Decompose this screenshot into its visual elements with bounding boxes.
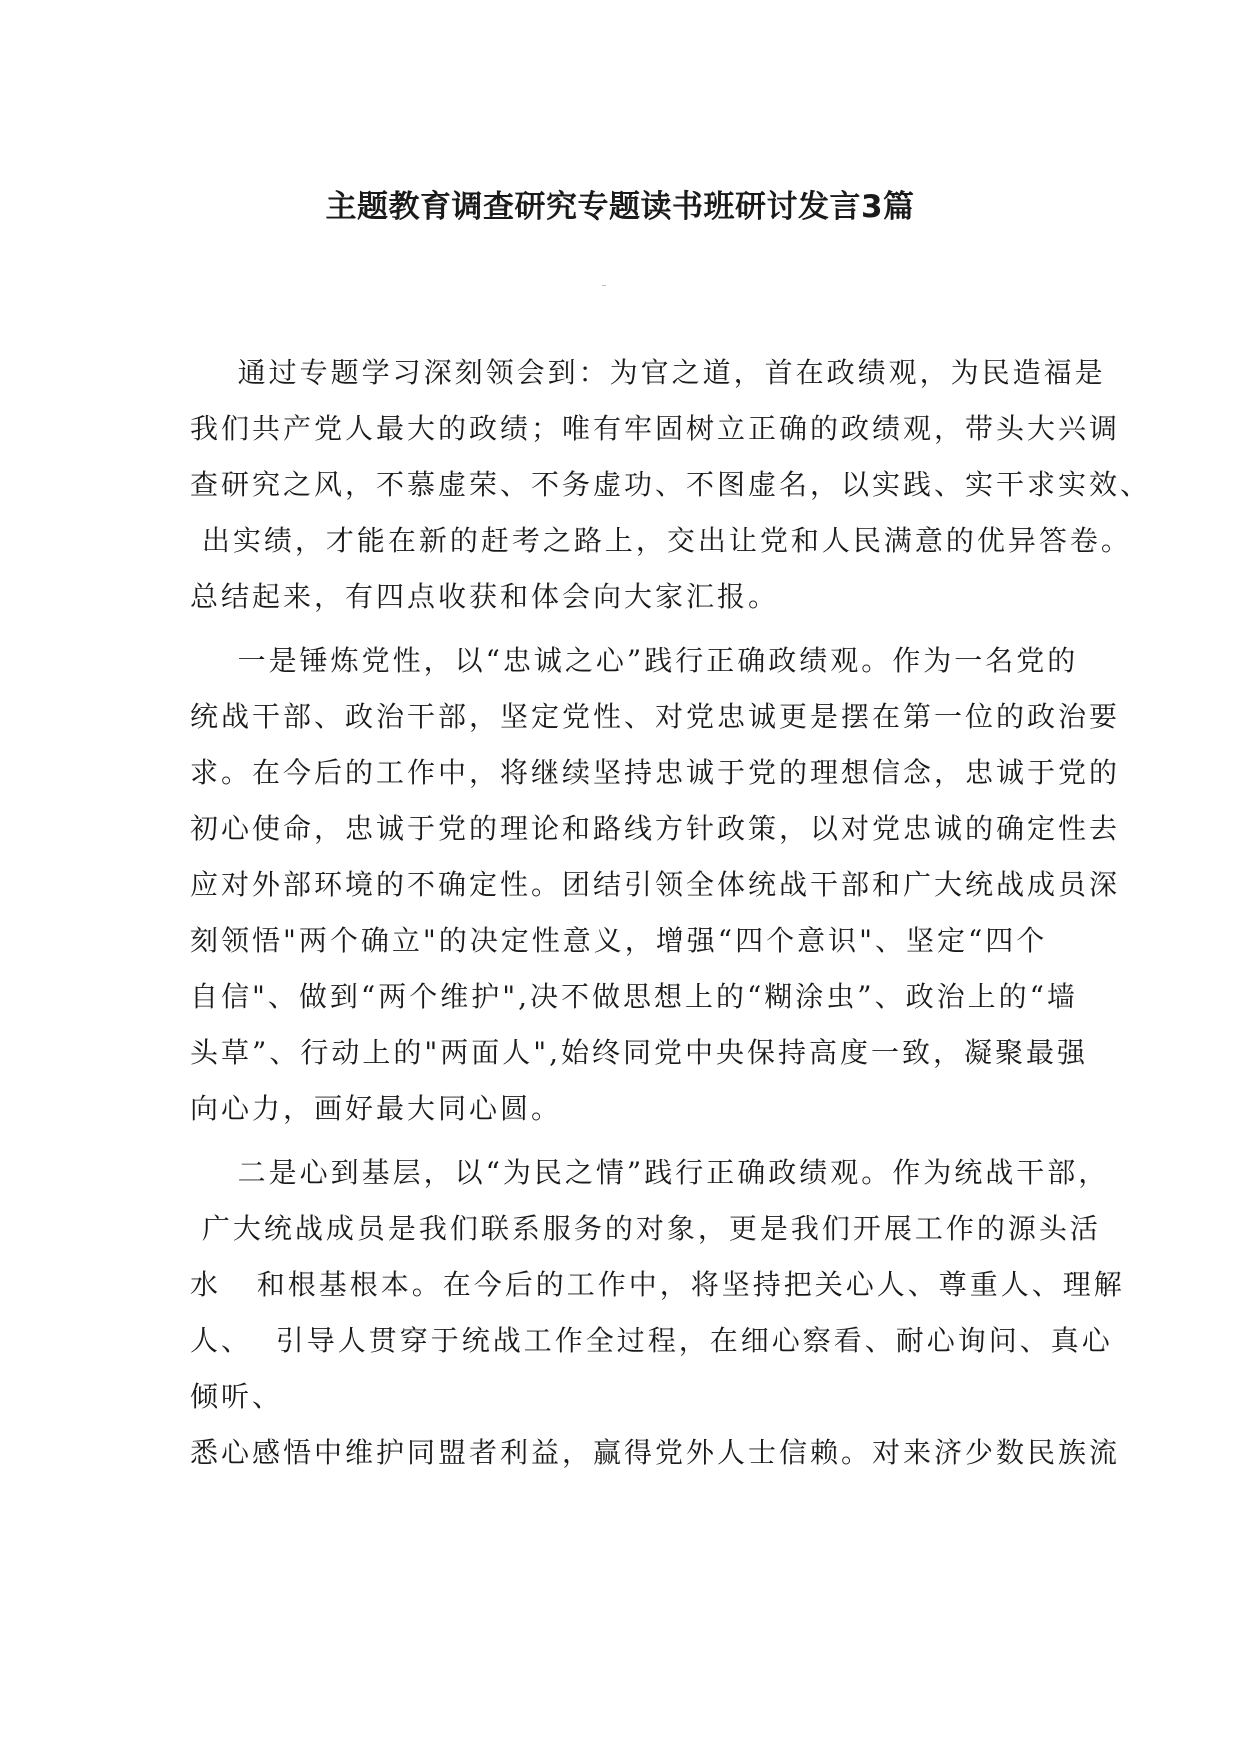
text-line: 求。在今后的工作中，将继续坚持忠诚于党的理想信念，忠诚于党的 [190,756,1121,789]
text-line: 我们共产党人最大的政绩；唯有牢固树立正确的政绩观，带头大兴调 [190,412,1121,445]
text-line: 应对外部环境的不确定性。团结引领全体统战干部和广大统战成员深 [190,868,1121,901]
text-line: 统战干部、政治干部，坚定党性、对党忠诚更是摆在第一位的政治要 [190,700,1121,733]
document-body [190,345,1152,1481]
page-title: 主题教育调查研究专题读书班研讨发言3篇 [325,189,915,225]
text-line: 二是心到基层，以“为民之情”践行正确政绩观。作为统战干部， [190,1156,1110,1189]
text-line: 悉心感悟中维护同盟者利益，赢得党外人士信赖。对来济少数民族流 [190,1436,1121,1469]
text-line: 倾听、 [190,1380,284,1413]
paragraph-gap [190,1137,1090,1145]
text-line: 总结起来，有四点收获和体会向大家汇报。 [190,580,780,613]
paragraph-2 [190,633,1121,1137]
text-line: 查研究之风，不慕虚荣、不务虚功、不图虚名，以实践、实干求实效、 [190,468,1152,501]
paragraph-3 [190,1145,1125,1481]
text-line: 自信"、做到“两个维护",决不做思想上的“糊涂虫”、政治上的“墙 [190,980,1078,1013]
text-line: 刻领悟"两个确立"的决定性意义，增强“四个意识"、坚定“四个 [190,924,1048,957]
text-line: 出实绩，才能在新的赶考之路上，交出让党和人民满意的优异答卷。 [190,524,1132,557]
text-line: 广大统战成员是我们联系服务的对象，更是我们开展工作的源头活 [190,1212,1101,1245]
text-line: 水 和根基根本。在今后的工作中，将坚持把关心人、尊重人、理解 [190,1268,1125,1301]
text-line: 人、 引导人贯穿于统战工作全过程，在细心察看、耐心询问、真心 [190,1324,1113,1357]
decorative-dot [602,285,606,286]
text-line: 向心力，画好最大同心圆。 [190,1092,563,1125]
paragraph-gap [190,625,1090,633]
text-line: 通过专题学习深刻领会到：为官之道，首在政绩观，为民造福是 [190,356,1106,389]
text-line: 头草”、行动上的"两面人",始终同党中央保持高度一致，凝聚最强 [190,1036,1088,1069]
text-line: 一是锤炼党性，以“忠诚之心”践行正确政绩观。作为一名党的 [190,644,1079,677]
text-line: 初心使命，忠诚于党的理论和路线方针政策，以对党忠诚的确定性去 [190,812,1121,845]
paragraph-1 [190,345,1152,625]
